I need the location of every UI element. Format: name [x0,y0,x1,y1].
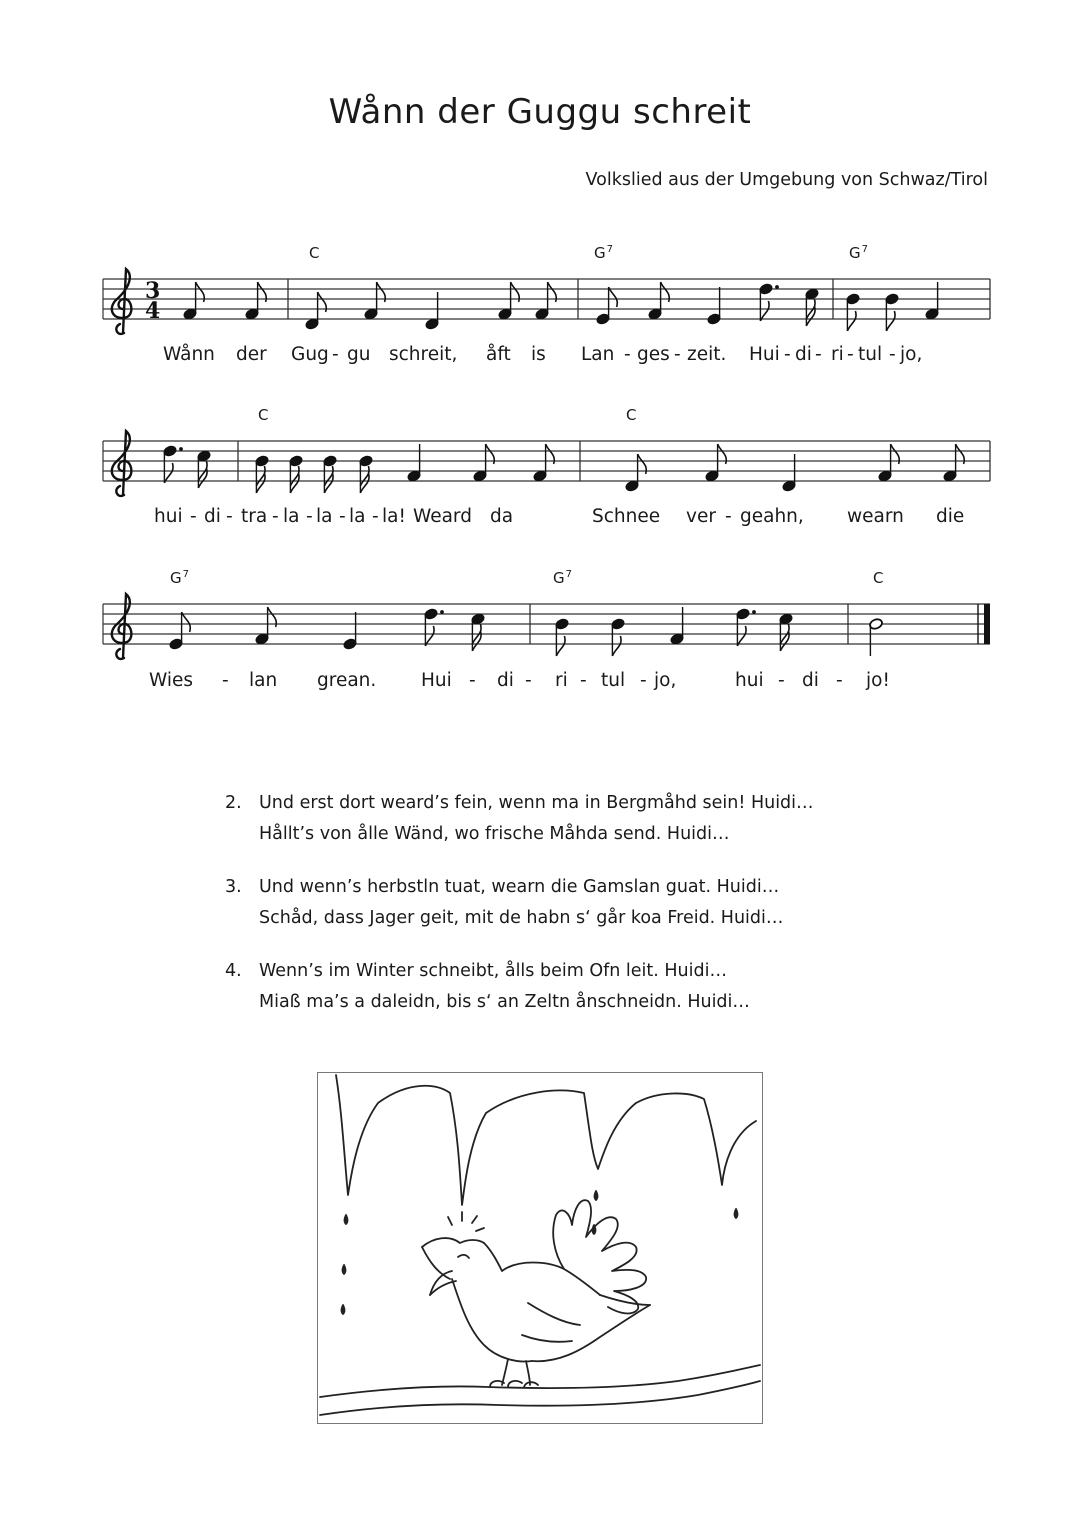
note-flag [182,612,191,632]
lyric-syllable: lan [249,670,278,691]
lyric-syllable: åft [486,344,511,365]
time-signature-top: 3 [145,278,161,304]
lyric-syllable: tul [858,344,883,365]
lyric-syllable: Lan [581,344,615,365]
lyric-hyphen: - [640,670,647,691]
note-flag [164,463,173,483]
note-flag [847,311,856,331]
verse-number: 2. [225,793,242,813]
lyric-syllable: geahn, [740,506,804,527]
lyric-syllable: ges [637,344,670,365]
note-flag [609,287,618,307]
illustration-frame [317,1072,763,1424]
lyric-syllable: Weard [413,506,472,527]
lyric-syllable: Schnee [592,506,661,527]
lyric-hyphen: - [306,506,313,527]
lyric-syllable: tra [241,506,268,527]
verse-line: Miaß ma’s a daleidn, bis s‘ an Zeltn ånschneidn. Huidi… [259,992,750,1012]
lyric-syllable: hui [154,506,183,527]
lyric-syllable: da [490,506,514,527]
lyric-hyphen: - [469,670,476,691]
lyric-syllable: Wies [149,670,194,691]
note-dot [752,610,756,614]
lyric-syllable: di [795,344,812,365]
chord-symbol: $G^7$ [553,569,572,587]
lyric-hyphen: - [725,506,732,527]
verse-line: Und erst dort weard’s fein, wenn ma in Bergmåhd sein! Huidi… [259,793,814,813]
note-flag [737,626,746,646]
note-dot [179,447,183,451]
verse-number: 3. [225,877,242,897]
lyric-syllable: is [531,344,546,365]
lyric-syllable: jo! [866,670,890,691]
chord-symbol: C [258,406,269,424]
verse-line: Wenn’s im Winter schneibt, ålls beim Ofn leit. Huidi… [259,961,727,981]
lyric-syllable: Hui [749,344,780,365]
lyric-hyphen: - [580,670,587,691]
note-flag [556,636,565,656]
lyric-syllable: la [349,506,366,527]
verse-number: 4. [225,961,242,981]
lyric-syllable: schreit, [389,344,458,365]
chord-symbol: $G^7$ [594,244,613,262]
song-title: Wånn der Guggu schreit [328,92,752,132]
lyric-syllable: tul [601,670,626,691]
lyric-syllable: jo, [900,344,923,365]
lyric-hyphen: - [339,506,346,527]
verse-line: Und wenn’s herbstln tuat, wearn die Gamslan guat. Huidi… [259,877,780,897]
lyric-syllable: di [802,670,819,691]
lyric-hyphen: - [815,344,822,365]
lyric-syllable: der [236,344,267,365]
lyric-syllable: ri [555,670,568,691]
cuckoo-bird-icicles-icon [318,1073,761,1422]
lyric-syllable: la [316,506,333,527]
chord-symbol: C [309,244,320,262]
time-signature-bottom: 4 [145,298,161,324]
lyric-hyphen: - [372,506,379,527]
lyric-hyphen: - [624,344,631,365]
lyric-hyphen: - [847,344,854,365]
lyric-hyphen: - [222,670,229,691]
lyric-syllable: Wånn [163,344,215,365]
lyric-syllable: Hui [421,670,452,691]
note-flag [612,636,621,656]
note-flag [425,626,434,646]
lyric-syllable: ver [686,506,716,527]
lyric-hyphen: - [778,670,785,691]
note-dot [775,285,779,289]
lyric-syllable: die [936,506,965,527]
song-origin: Volkslied aus der Umgebung von Schwaz/Tirol [585,170,988,190]
lyric-syllable: di [497,670,514,691]
chord-symbol: $G^7$ [170,569,189,587]
lyric-hyphen: - [889,344,896,365]
lyric-syllable: ri [831,344,844,365]
lyric-syllable: grean. [317,670,377,691]
lyric-syllable: la [283,506,300,527]
lyric-syllable: la! [382,506,406,527]
note-flag [886,311,895,331]
lyric-hyphen: - [332,344,339,365]
note-flag [760,301,769,321]
lyric-syllable: hui [735,670,764,691]
chord-symbol: C [626,406,637,424]
lyric-hyphen: - [836,670,843,691]
lyric-hyphen: - [226,506,233,527]
lyric-syllable: jo, [654,670,677,691]
lyric-hyphen: - [525,670,532,691]
chord-symbol: C [873,569,884,587]
lyric-syllable: di [204,506,221,527]
lyric-syllable: gu [347,344,371,365]
lyric-syllable: Gug [291,344,329,365]
chord-symbol: $G^7$ [849,244,868,262]
lyric-hyphen: - [784,344,791,365]
lyric-syllable: wearn [847,506,904,527]
lyric-hyphen: - [190,506,197,527]
note-dot [440,610,444,614]
lyric-syllable: zeit. [687,344,727,365]
verse-line: Schåd, dass Jager geit, mit de habn s‘ går koa Freid. Huidi… [259,908,784,928]
verse-line: Hållt’s von ålle Wänd, wo frische Måhda send. Huidi… [259,824,730,844]
final-barline [984,604,990,644]
lyric-hyphen: - [272,506,279,527]
lyric-hyphen: - [674,344,681,365]
